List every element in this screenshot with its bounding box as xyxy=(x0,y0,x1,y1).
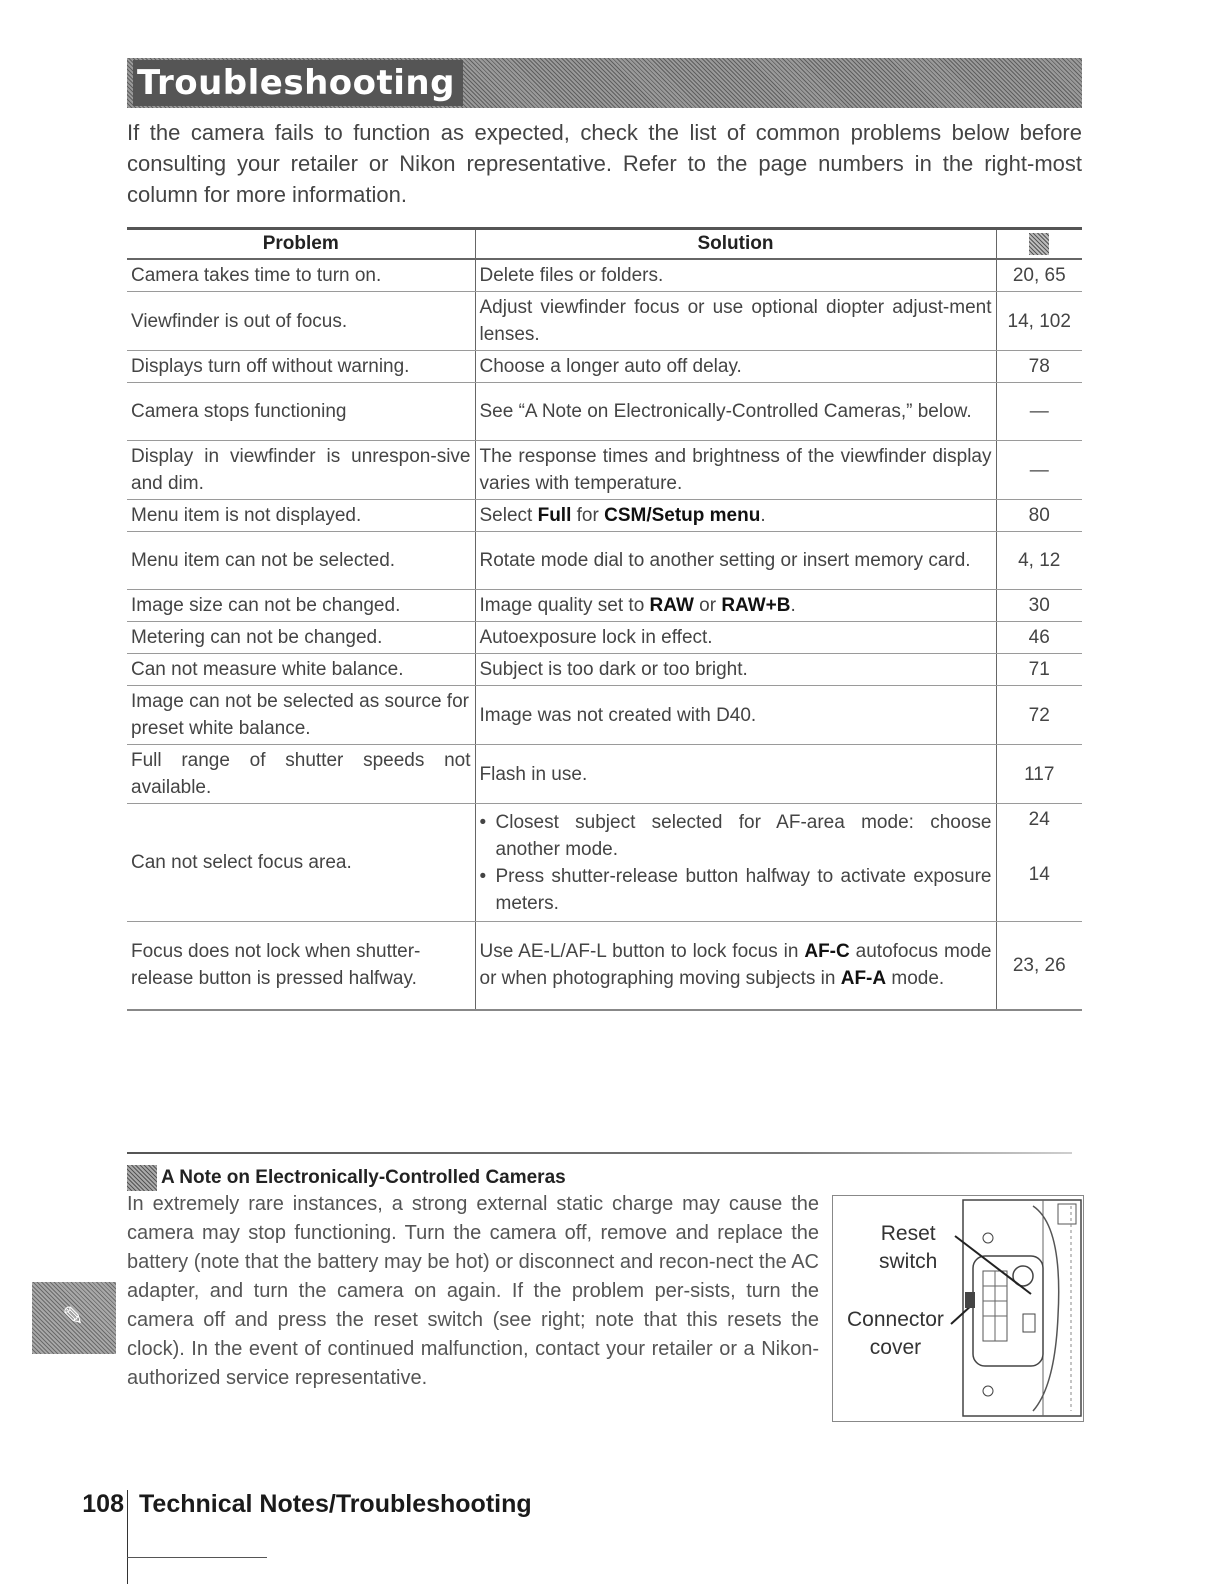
page-ref-cell: 71 xyxy=(996,654,1082,686)
table-row xyxy=(127,441,1082,500)
solution-cell xyxy=(475,922,996,1010)
reset-switch-label: Reset switch xyxy=(879,1222,938,1273)
solution-cell: Adjust viewfinder focus or use optional diopter adjust-ment lenses. xyxy=(475,292,996,351)
solution-cell: Autoexposure lock in effect. xyxy=(475,622,996,654)
table-row xyxy=(127,590,1082,622)
problem-cell: Can not select focus area. xyxy=(127,804,475,922)
table-row xyxy=(127,532,1082,590)
solution-cell: Rotate mode dial to another setting or insert memory card. xyxy=(475,532,996,590)
footer-divider xyxy=(127,1490,128,1584)
table-row xyxy=(127,745,1082,804)
table-row xyxy=(127,351,1082,383)
page-number: 108 xyxy=(82,1490,124,1518)
side-tab xyxy=(32,1282,116,1354)
page-ref-cell: 4, 12 xyxy=(996,532,1082,590)
solution-cell: Image was not created with D40. xyxy=(475,686,996,745)
page-ref-cell: 78 xyxy=(996,351,1082,383)
solution-text: autofocus mode or when photographing moving subjects in xyxy=(479,941,992,990)
solution-cell: The response times and brightness of the viewfinder display varies with temperature. xyxy=(475,441,996,500)
problem-cell: Viewfinder is out of focus. xyxy=(127,292,475,351)
note-header xyxy=(127,1165,566,1191)
problem-cell: Camera stops functioning xyxy=(127,383,475,441)
page-ref-cell: 80 xyxy=(996,500,1082,532)
problem-cell: Displays turn off without warning. xyxy=(127,351,475,383)
page-ref-cell: 46 xyxy=(996,622,1082,654)
table-row xyxy=(127,686,1082,745)
problem-cell: Metering can not be changed. xyxy=(127,622,475,654)
solution-bold-term: AF-A xyxy=(840,968,887,990)
header-problem: Problem xyxy=(127,229,475,260)
page-ref-cell: 23, 26 xyxy=(996,922,1082,1010)
solution-cell: Choose a longer auto off delay. xyxy=(475,351,996,383)
problem-cell: Focus does not lock when shutter-release button is pressed halfway. xyxy=(127,922,475,1010)
solution-bullet: • Closest subject selected for AF-area mode: choose another mode. xyxy=(480,809,992,863)
table-row xyxy=(127,259,1082,292)
solution-cell: See “A Note on Electronically-Controlled Cameras,” below. xyxy=(475,383,996,441)
footer-underline xyxy=(127,1557,267,1558)
page-ref: 24 xyxy=(1028,809,1050,830)
camera-diagram xyxy=(832,1195,1084,1422)
solution-text: for xyxy=(571,505,605,526)
solution-cell: Subject is too dark or too bright. xyxy=(475,654,996,686)
problem-cell: Camera takes time to turn on. xyxy=(127,259,475,292)
table-row xyxy=(127,500,1082,532)
page-ref-cell: 14, 102 xyxy=(996,292,1082,351)
solution-text: . xyxy=(760,505,766,526)
solution-bullet: • Press shutter-release button halfway to activate exposure meters. xyxy=(480,863,992,917)
title-bar xyxy=(127,58,1082,108)
solution-text: mode. xyxy=(886,968,945,990)
footer-section-title: Technical Notes/Troubleshooting xyxy=(139,1490,532,1518)
page-ref-cell: 72 xyxy=(996,686,1082,745)
problem-cell: Menu item can not be selected. xyxy=(127,532,475,590)
page-ref-cell: — xyxy=(996,383,1082,441)
note-divider xyxy=(127,1152,1072,1154)
table-row xyxy=(127,804,1082,922)
header-solution: Solution xyxy=(475,229,996,260)
book-icon xyxy=(1029,233,1049,255)
solution-cell: Delete files or folders. xyxy=(475,259,996,292)
connector-cover-label: Connector cover xyxy=(847,1308,944,1359)
table-row xyxy=(127,292,1082,351)
solution-bold-term: AF-C xyxy=(804,941,850,963)
page-ref-cell: 20, 65 xyxy=(996,259,1082,292)
table-header-row xyxy=(127,229,1082,260)
note-icon xyxy=(127,1165,157,1191)
solution-bold-term: RAW+B xyxy=(721,595,791,616)
page-ref: 14 xyxy=(1028,864,1050,885)
solution-text: . xyxy=(790,595,796,616)
table-row xyxy=(127,622,1082,654)
solution-cell xyxy=(475,590,996,622)
intro-paragraph: If the camera fails to function as expected, check the list of common problems below before consulting your retailer or Nikon representative. Refer to the page numbers in the right-most column for more information. xyxy=(127,120,1082,207)
problem-cell: Image size can not be changed. xyxy=(127,590,475,622)
problem-cell: Full range of shutter speeds not available. xyxy=(127,745,475,804)
page-ref-cell: 117 xyxy=(996,745,1082,804)
problem-cell: Can not measure white balance. xyxy=(127,654,475,686)
solution-cell xyxy=(475,500,996,532)
problem-cell: Menu item is not displayed. xyxy=(127,500,475,532)
footer xyxy=(70,1490,532,1519)
solution-text: Select xyxy=(479,505,538,526)
solution-bold-term: RAW xyxy=(649,595,694,616)
page-title: Troubleshooting xyxy=(133,60,463,106)
problem-cell: Image can not be selected as source for preset white balance. xyxy=(127,686,475,745)
solution-text: Use AE-L/AF-L button to lock focus in xyxy=(479,941,805,963)
solution-bold-term: CSM/Setup menu xyxy=(604,505,761,526)
solution-bold-term: Full xyxy=(537,505,572,526)
problem-cell: Display in viewfinder is unrespon-sive and dim. xyxy=(127,441,475,500)
page-ref-cell: — xyxy=(996,441,1082,500)
page-ref-cell: 30 xyxy=(996,590,1082,622)
solution-cell: Flash in use. xyxy=(475,745,996,804)
note-body: In extremely rare instances, a strong external static charge may cause the camera may stop functioning. Turn the camera off, remove and replace the battery (note that the battery may be hot) or disconnect and recon-nect the AC adapter, and turn the camera on again. If the problem per-sists, turn the camera off and press the reset switch (see right; note that this resets the clock). In the event of continued malfunction, contact your retailer or a Nikon-authorized service representative. xyxy=(127,1193,819,1389)
solution-text: Image quality set to xyxy=(479,595,650,616)
troubleshooting-table xyxy=(127,227,1082,1011)
page-ref-cell xyxy=(996,804,1082,922)
solution-bullet-list xyxy=(480,809,992,917)
table-row xyxy=(127,922,1082,1010)
solution-cell xyxy=(475,804,996,922)
wrench-icon: ✎ xyxy=(62,1301,84,1331)
note-heading: A Note on Electronically-Controlled Cameras xyxy=(161,1167,566,1188)
header-page xyxy=(996,229,1082,260)
table-row xyxy=(127,654,1082,686)
solution-text: or xyxy=(693,595,722,616)
table-row xyxy=(127,383,1082,441)
